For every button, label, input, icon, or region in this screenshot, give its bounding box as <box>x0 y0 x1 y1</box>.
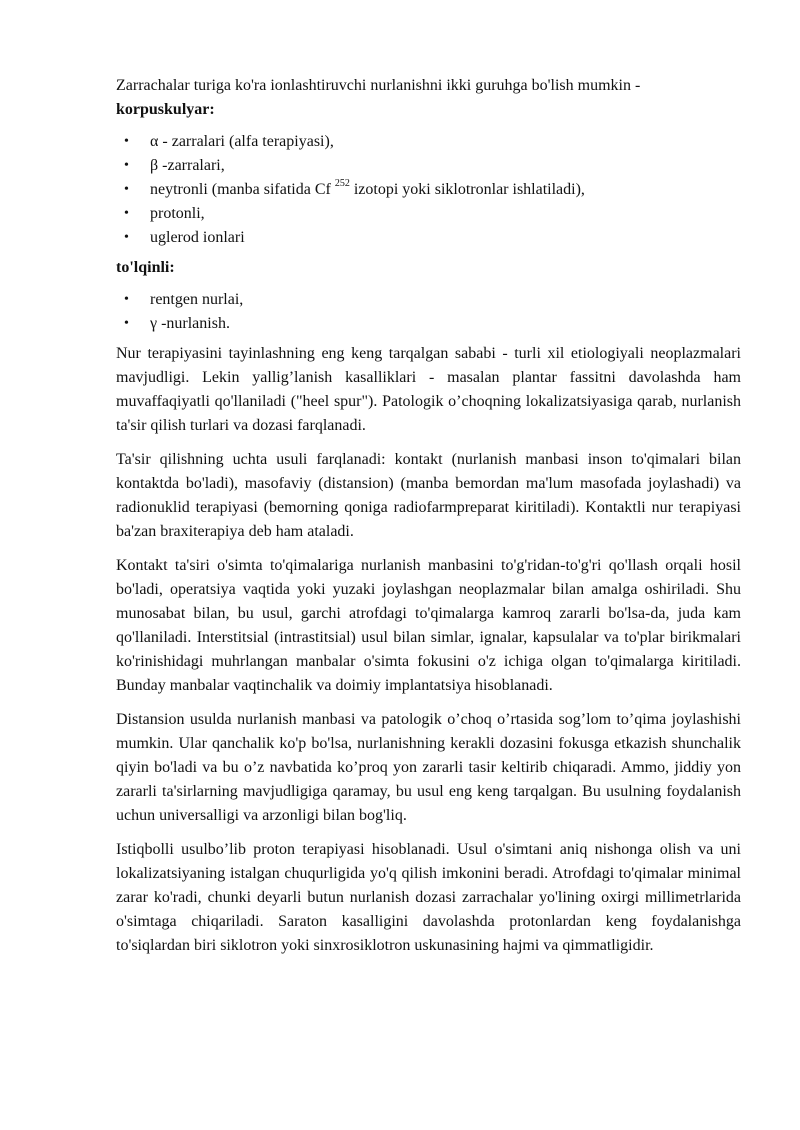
bullet-icon: • <box>124 292 129 307</box>
body-paragraph: Istiqbolli usulbo’lib proton terapiyasi hisoblanadi. Usul o'simtani aniq nishonga olish va uni lokalizatsiyaning istalgan chuqurligida yo'q qilish imkonini beradi. Atrofdagi to'qimalar minimal zarar ko'radi, chunki deyarli butun nurlanish dozasi zarrachalar yo'lining oxirgi millimetrlarida o'simtaga chiqariladi. Saraton kasalligini davolashda protonlardan keng foydalanishga to'siqlardan biri siklotron yoki sinxrosiklotron uskunasining hajmi va qimmatligidir. <box>116 841 741 954</box>
body-paragraph: Nur terapiyasini tayinlashning eng keng tarqalgan sababi - turli xil etiologiyali neoplazmalari mavjudligi. Lekin yallig’lanish kasalliklari - masalan plantar fassitni davolashda ham muvaffaqiyatli qo'llaniladi ("heel spur"). Patologik o’choqning lokalizatsiyasiga qarab, nurlanish ta'sir qilish turlari va dozasi farqlanadi. <box>116 345 741 434</box>
list-item: • protonli, <box>116 202 741 226</box>
list-item: • rentgen nurlai, <box>116 288 741 312</box>
corpuscular-heading: korpuskulyar: <box>116 101 215 118</box>
list-item: • α - zarralari (alfa terapiyasi), <box>116 130 741 154</box>
bullet-icon: • <box>124 182 129 197</box>
list-item: • neytronli (manba sifatida Cf $^{252}$ izotopi yoki siklotronlar ishlatiladi), <box>116 178 741 202</box>
corpuscular-list <box>116 130 741 250</box>
body-paragraph: Ta'sir qilishning uchta usuli farqlanadi: kontakt (nurlanish manbasi inson to'qimalari bilan kontaktda bo'ladi), masofaviy (distansion) (manba bemordan ma'lum masofada joylashadi) va radionuklid terapiyasi (bemorning qoniga radiofarmpreparat kiritiladi). Kontaktli nur terapiyasi ba'zan braxiterapiya deb ham ataladi. <box>116 451 741 540</box>
list-item: • β -zarralari, <box>116 154 741 178</box>
isotope-superscript: 252 <box>334 177 350 189</box>
intro-text: Zarrachalar turiga ko'ra ionlashtiruvchi nurlanishni ikki guruhga bo'lish mumkin - <box>116 77 641 94</box>
body-paragraph: Kontakt ta'siri o'simta to'qimalariga nurlanish manbasini to'g'ridan-to'g'ri qo'llash orqali hosil bo'ladi, operatsiya vaqtida yoki yuzaki joylashgan neoplazmalar bilan amalga oshiriladi. Shu munosabat bilan, bu usul, garchi atrofdagi to'qimalarga kamroq zararli bo'lsa-da, juda kam qo'llaniladi. Interstitsial (intrastitsial) usul bilan simlar, ignalar, kapsulalar va to'plar birikmalari ko'rinishidagi muhrlangan manbalar o'simta fokusini o'z ichiga olgan to'qimalarga kiritiladi. Bunday manbalar vaqtinchalik va doimiy implantatsiya hisoblanadi. <box>116 557 741 694</box>
bullet-icon: • <box>124 316 129 331</box>
intro-paragraph <box>116 74 741 122</box>
body-paragraph: Distansion usulda nurlanish manbasi va patologik o’choq o’rtasida sog’lom to’qima joylashishi mumkin. Ular qanchalik ko'p bo'lsa, nurlanishning kerakli dozasini fokusga etkazish shunchalik qiyin bo'ladi va bu o’z navbatida ko’proq yon zararli tasir keltirib chiqaradi. Ammo, jiddiy yon zararli ta'sirlarning mavjudligiga qaramay, bu usul eng keng tarqalgan. Bu usulning foydalanish uchun universalligi va arzonligi bilan bog'liq. <box>116 711 741 824</box>
bullet-icon: • <box>124 134 129 149</box>
wave-list <box>116 288 741 336</box>
bullet-icon: • <box>124 230 129 245</box>
document-page <box>116 74 741 958</box>
bullet-icon: • <box>124 158 129 173</box>
list-item: • uglerod ionlari <box>116 226 741 250</box>
bullet-icon: • <box>124 206 129 221</box>
list-item: • γ -nurlanish. <box>116 312 741 336</box>
wave-heading: to'lqinli: <box>116 259 175 276</box>
